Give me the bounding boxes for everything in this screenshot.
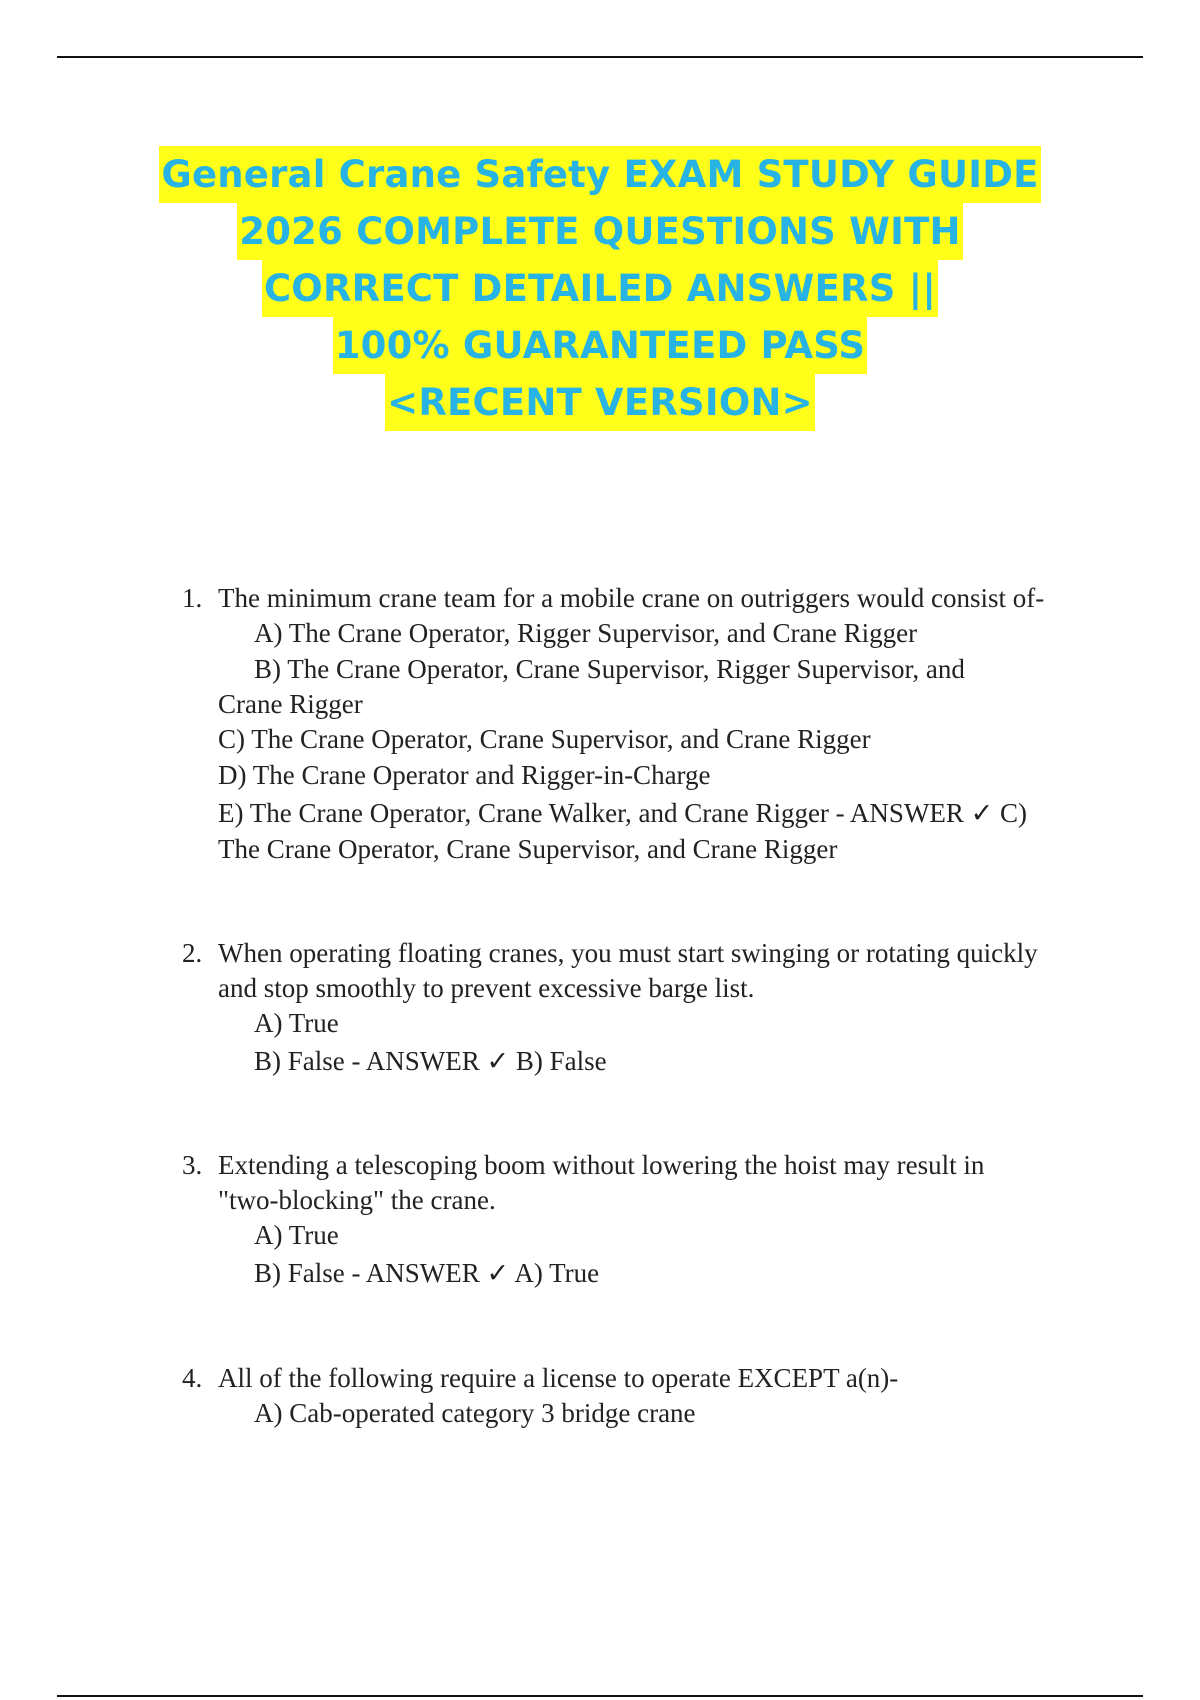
title-text: 100% GUARANTEED PASS xyxy=(333,317,868,374)
option-a: A) Cab-operated category 3 bridge crane xyxy=(254,1398,696,1428)
option-d: D) The Crane Operator and Rigger-in-Charge xyxy=(218,760,711,790)
question-number: 1. xyxy=(182,583,203,613)
option-b-with-answer: B) False - ANSWER ✓ B) False xyxy=(254,1046,607,1076)
answer-continued: The Crane Operator, Crane Supervisor, and Crane Rigger xyxy=(218,834,838,864)
top-divider xyxy=(57,56,1143,58)
question-stem-continued: "two-blocking" the crane. xyxy=(218,1185,496,1215)
option-b: B) The Crane Operator, Crane Supervisor, Rigger Supervisor, and xyxy=(254,654,965,684)
option-e-with-answer: E) The Crane Operator, Crane Walker, and Crane Rigger - ANSWER ✓ C) xyxy=(218,798,1028,828)
title-text: General Crane Safety EXAM STUDY GUIDE xyxy=(159,146,1040,203)
title-line xyxy=(0,317,1200,374)
option-b-continued: Crane Rigger xyxy=(218,689,363,719)
question-stem: All of the following require a license to operate EXCEPT a(n)- xyxy=(218,1363,899,1393)
title-line xyxy=(0,203,1200,260)
question-stem: The minimum crane team for a mobile crane on outriggers would consist of- xyxy=(218,583,1045,613)
question-number: 2. xyxy=(182,938,203,968)
question-stem: Extending a telescoping boom without lowering the hoist may result in xyxy=(218,1150,985,1180)
option-b-with-answer: B) False - ANSWER ✓ A) True xyxy=(254,1258,600,1288)
title-line xyxy=(0,146,1200,203)
option-c: C) The Crane Operator, Crane Supervisor, and Crane Rigger xyxy=(218,724,871,754)
bottom-divider xyxy=(57,1695,1143,1697)
title-text: CORRECT DETAILED ANSWERS || xyxy=(262,260,938,317)
question-stem-continued: and stop smoothly to prevent excessive barge list. xyxy=(218,973,755,1003)
title-line xyxy=(0,260,1200,317)
title-text: <RECENT VERSION> xyxy=(385,374,815,431)
option-a: A) The Crane Operator, Rigger Supervisor, and Crane Rigger xyxy=(254,618,918,648)
title-text: 2026 COMPLETE QUESTIONS WITH xyxy=(237,203,962,260)
title-line xyxy=(0,374,1200,431)
question-stem: When operating floating cranes, you must start swinging or rotating quickly xyxy=(218,938,1038,968)
question-number: 4. xyxy=(182,1363,203,1393)
option-a: A) True xyxy=(254,1220,339,1250)
document-title xyxy=(0,146,1200,431)
question-number: 3. xyxy=(182,1150,203,1180)
option-a: A) True xyxy=(254,1008,339,1038)
